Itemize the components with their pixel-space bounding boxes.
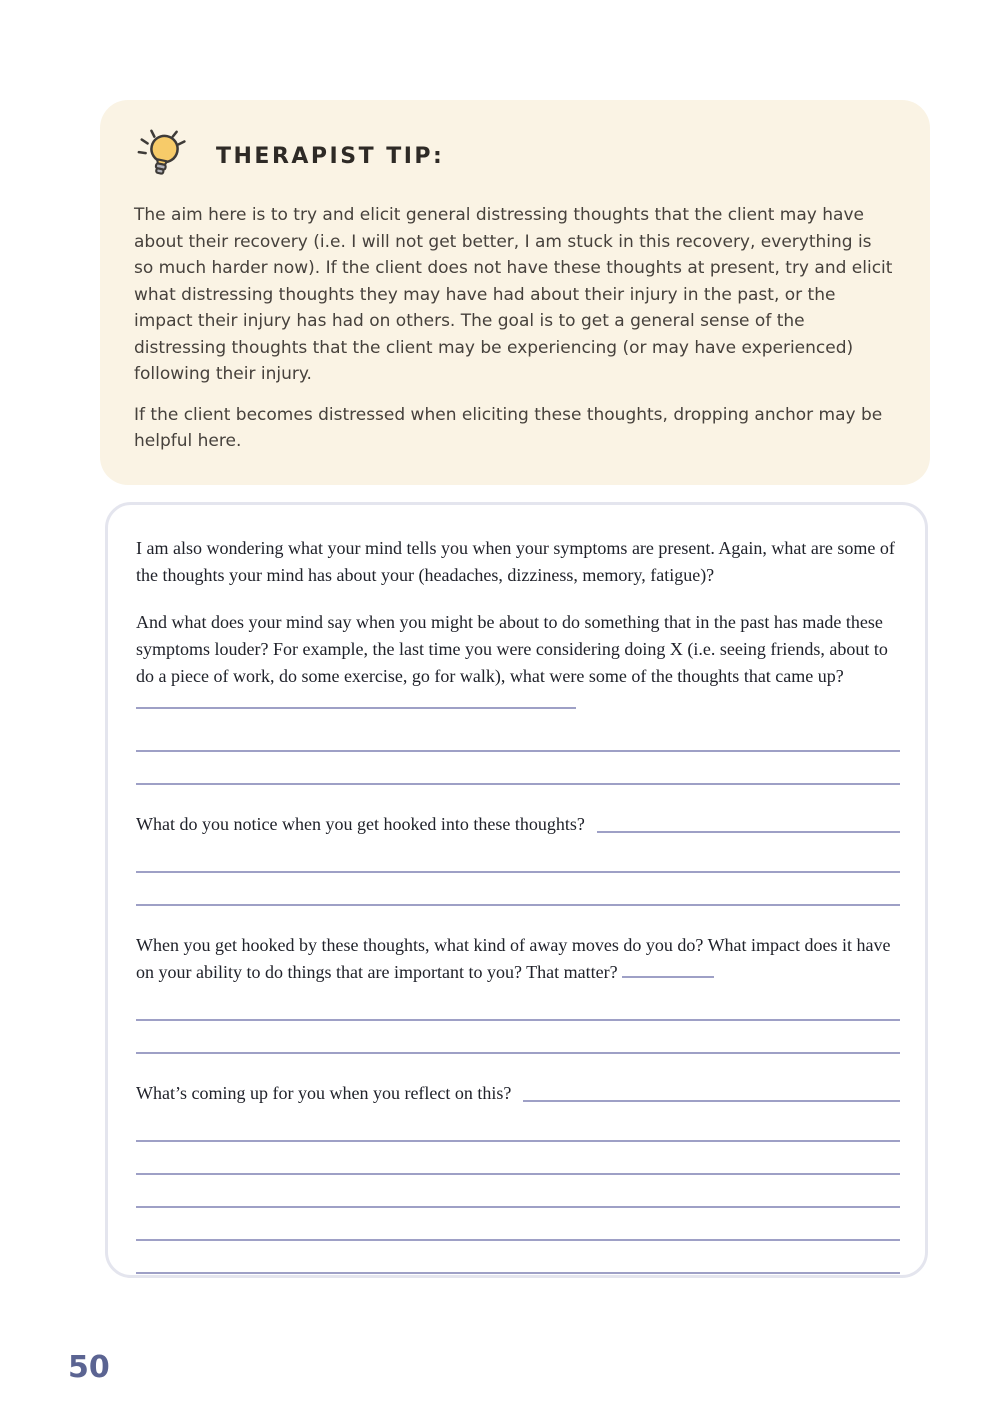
tip-paragraph-1: The aim here is to try and elicit general distressing thoughts that the client may have about their recovery (i.e. I will not get better, I am stuck in this recovery, everything is so much harder now). If the client does not have these thoughts at present, try and elicit what distressing thoughts they may have had about their injury in the past, or the impact their injury has had on others. The goal is to get a general sense of the distressing thoughts that the client may be experiencing (or may have experienced) following their injury.: [134, 205, 893, 384]
answer-line: [136, 1142, 900, 1175]
question-text-2: What do you notice when you get hooked into these thoughts?: [136, 811, 900, 838]
answer-line: [136, 1175, 900, 1208]
answer-blank-3: [622, 964, 714, 978]
answer-line: [136, 719, 900, 752]
answer-lines-2: [136, 840, 900, 906]
answer-line: [136, 988, 900, 1021]
answer-line: [136, 873, 900, 906]
tip-paragraph-2: If the client becomes distressed when eliciting these thoughts, dropping anchor may be helpful here.: [134, 404, 883, 451]
tip-header: [134, 124, 894, 188]
answer-lines-1: [136, 719, 900, 785]
answer-blank-1: [136, 695, 576, 709]
answer-line: [136, 1021, 900, 1054]
question-block-4: [136, 1080, 900, 1274]
answer-line: [136, 752, 900, 785]
question-text-4: What’s coming up for you when you reflect on this?: [136, 1080, 900, 1107]
answer-lines-3: [136, 988, 900, 1054]
answer-lines-4: [136, 1109, 900, 1274]
question-text-1: And what does your mind say when you might be about to do something that in the past has made these symptoms louder? For example, the last time you were considering doing X (i.e. seeing friends, about to do a piece of work, do some exercise, go for walk), what were some of the thoughts that came up?: [136, 609, 900, 717]
worksheet-intro: I am also wondering what your mind tells you when your symptoms are present. Again, what are some of the thoughts your mind has about your (headaches, dizziness, memory, fatigue)?: [136, 538, 895, 585]
answer-line: [136, 840, 900, 873]
answer-blank-4: [523, 1096, 900, 1102]
tip-title: THERAPIST TIP:: [216, 143, 445, 169]
question-text-3: When you get hooked by these thoughts, what kind of away moves do you do? What impact does it have on your ability to do things that are important to you? That matter?: [136, 935, 891, 982]
lightbulb-icon: [134, 124, 196, 188]
answer-blank-2: [597, 827, 900, 833]
answer-line: [136, 1241, 900, 1274]
question-block-1: [136, 609, 900, 785]
therapist-tip-box: [100, 100, 930, 485]
worksheet-box: [105, 502, 928, 1278]
answer-line: [136, 1208, 900, 1241]
question-block-2: [136, 811, 900, 906]
answer-line: [136, 1109, 900, 1142]
page-number: 50: [68, 1350, 110, 1385]
question-block-3: [136, 932, 900, 1054]
